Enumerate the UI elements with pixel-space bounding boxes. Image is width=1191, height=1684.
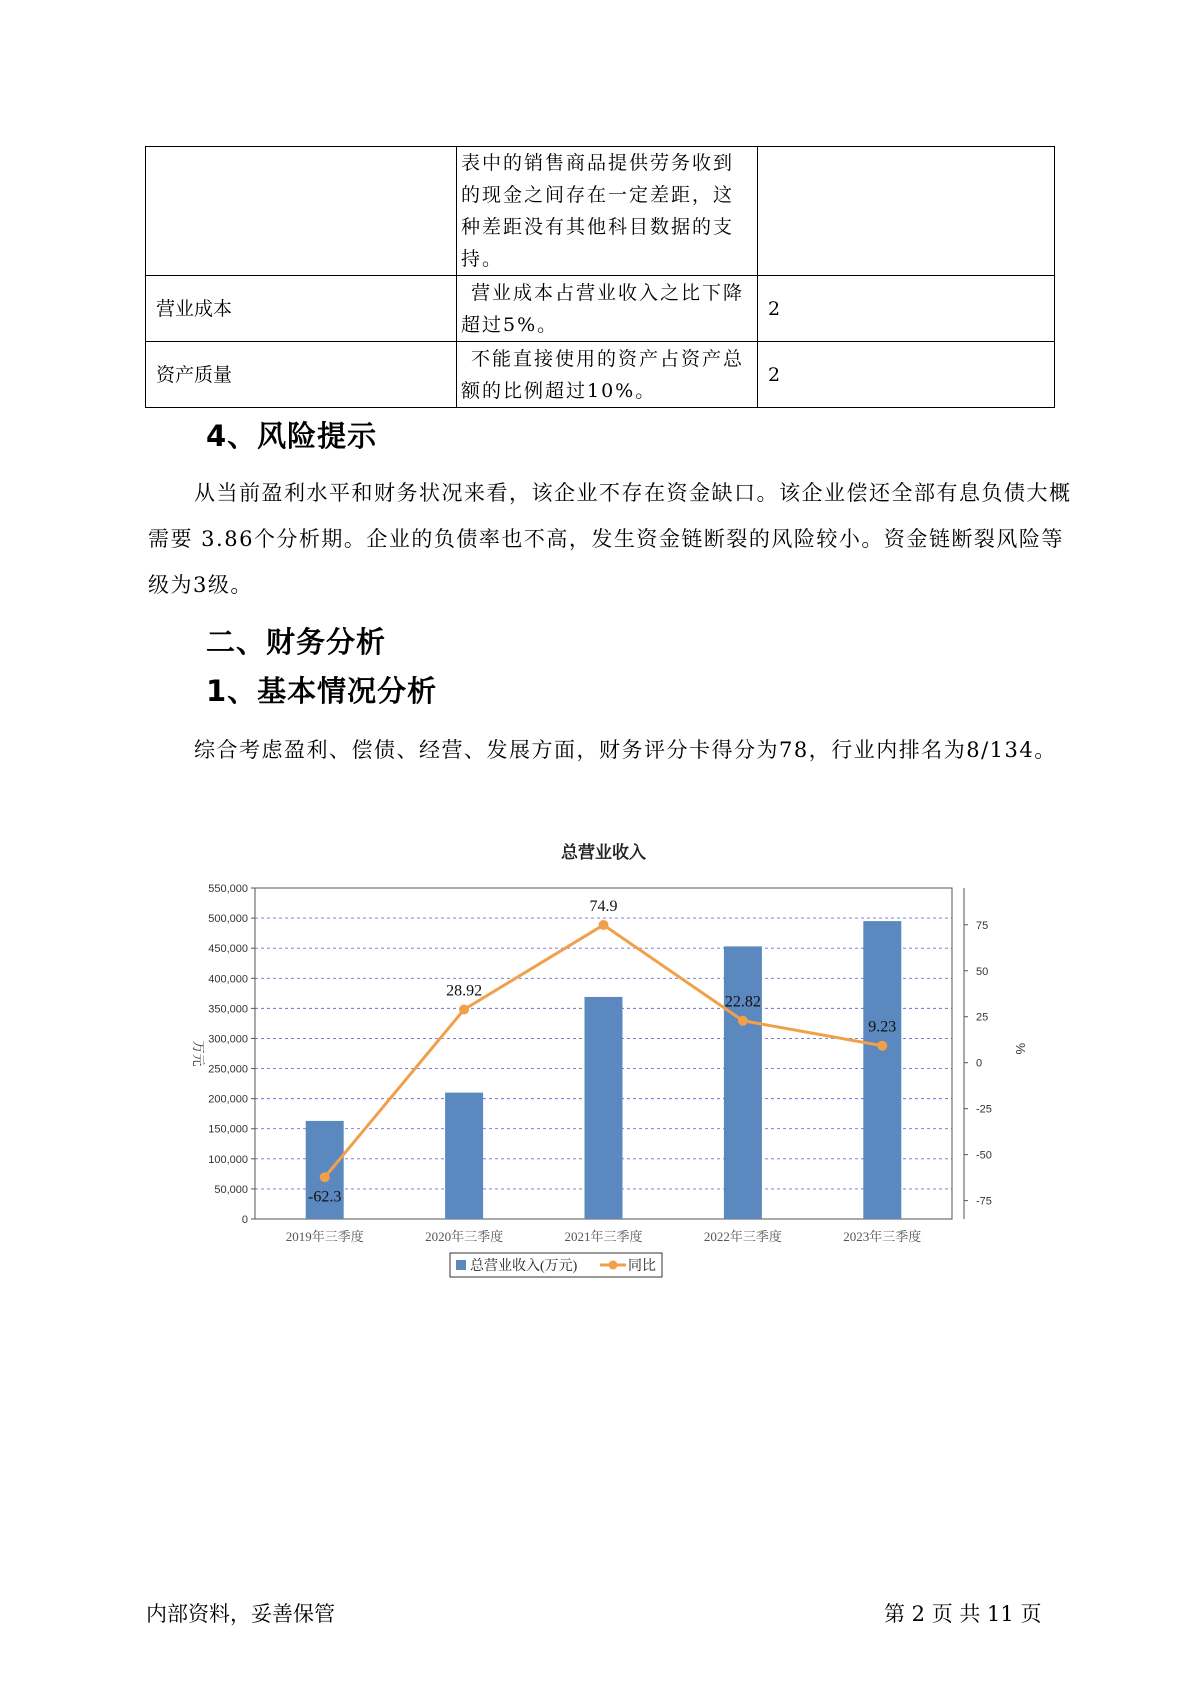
table-cell-score bbox=[758, 147, 1055, 276]
table-cell-score: 2 bbox=[758, 342, 1055, 408]
y-left-tick-label: 100,000 bbox=[208, 1153, 248, 1166]
table-row bbox=[146, 147, 1055, 276]
yoy-point bbox=[459, 1005, 469, 1015]
table-cell-description-text: 营业成本占营业收入之比下降超过5%。 bbox=[461, 281, 745, 336]
yoy-data-label: 22.82 bbox=[724, 993, 761, 1011]
bar bbox=[863, 921, 901, 1219]
x-tick-label: 2023年三季度 bbox=[843, 1229, 922, 1244]
table-cell-item: 资产质量 bbox=[146, 342, 457, 408]
table-row bbox=[146, 342, 1055, 408]
x-tick-label: 2022年三季度 bbox=[703, 1229, 782, 1244]
y-left-tick-label: 300,000 bbox=[208, 1033, 248, 1046]
yoy-data-label: 74.9 bbox=[589, 897, 618, 915]
y-right-tick-label: 50 bbox=[976, 965, 989, 978]
y-left-tick-label: 400,000 bbox=[208, 973, 248, 986]
table-cell-item: 营业成本 bbox=[146, 276, 457, 342]
y-left-tick-label: 50,000 bbox=[214, 1183, 248, 1196]
risk-heading: 4、风险提示 bbox=[206, 419, 378, 453]
y-left-axis-label: 万元 bbox=[191, 1040, 206, 1067]
y-left-tick-label: 500,000 bbox=[208, 913, 248, 926]
table-cell-item bbox=[146, 147, 457, 276]
table-row bbox=[146, 276, 1055, 342]
table-cell-description: 表中的销售商品提供劳务收到的现金之间存在一定差距，这种差距没有其他科目数据的支持。 bbox=[457, 147, 758, 276]
yoy-data-label: 9.23 bbox=[868, 1018, 897, 1036]
y-left-tick-label: 150,000 bbox=[208, 1123, 248, 1136]
yoy-point bbox=[320, 1172, 330, 1182]
table-cell-description-text: 不能直接使用的资产占资产总额的比例超过10%。 bbox=[461, 347, 745, 402]
risk-paragraph-text: 从当前盈利水平和财务状况来看，该企业不存在资金缺口。该企业偿还全部有息负债大概需要 3.86个分析期。企业的负债率也不高，发生资金链断裂的风险较小。资金链断裂风险等级为3级。 bbox=[148, 481, 1072, 597]
y-right-tick-label: 0 bbox=[976, 1057, 983, 1070]
basic-analysis-paragraph-text: 综合考虑盈利、偿债、经营、发展方面，财务评分卡得分为78，行业内排名为8/134。 bbox=[194, 738, 1057, 762]
legend-line-marker bbox=[609, 1261, 618, 1270]
y-left-tick-label: 450,000 bbox=[208, 943, 248, 956]
y-right-tick-label: -75 bbox=[976, 1195, 992, 1208]
revenue-chart-svg bbox=[180, 838, 1028, 1298]
yoy-data-label: -62.3 bbox=[308, 1188, 342, 1206]
y-right-tick-label: -50 bbox=[976, 1149, 992, 1162]
yoy-point bbox=[599, 920, 609, 930]
y-right-tick-label: 75 bbox=[976, 919, 989, 932]
footer-left: 内部资料，妥善保管 bbox=[146, 1602, 335, 1626]
footer-page-number: 第 2 页 共 11 页 bbox=[884, 1602, 1042, 1626]
y-right-axis-label: % bbox=[1013, 1042, 1028, 1055]
revenue-chart bbox=[180, 838, 1028, 1298]
legend-line-label: 同比 bbox=[628, 1259, 656, 1274]
risk-paragraph bbox=[148, 470, 1078, 608]
y-left-tick-label: 250,000 bbox=[208, 1063, 248, 1076]
y-left-tick-label: 200,000 bbox=[208, 1093, 248, 1106]
bar bbox=[585, 997, 623, 1219]
yoy-point bbox=[738, 1016, 748, 1026]
x-tick-label: 2019年三季度 bbox=[285, 1229, 364, 1244]
legend-bar-swatch bbox=[456, 1260, 466, 1270]
table-cell-description bbox=[457, 342, 758, 408]
x-tick-label: 2020年三季度 bbox=[425, 1229, 504, 1244]
finance-heading: 二、财务分析 bbox=[206, 625, 387, 659]
yoy-point bbox=[877, 1041, 887, 1051]
basic-analysis-heading: 1、基本情况分析 bbox=[206, 674, 438, 708]
risk-table bbox=[145, 146, 1055, 408]
bar bbox=[445, 1093, 483, 1219]
chart-title: 总营业收入 bbox=[561, 843, 646, 862]
table-cell-description bbox=[457, 276, 758, 342]
y-right-tick-label: -25 bbox=[976, 1103, 992, 1116]
legend-bar-label: 总营业收入(万元) bbox=[470, 1259, 578, 1274]
x-tick-label: 2021年三季度 bbox=[564, 1229, 643, 1244]
yoy-data-label: 28.92 bbox=[446, 982, 483, 1000]
y-right-tick-label: 25 bbox=[976, 1011, 989, 1024]
y-left-tick-label: 0 bbox=[241, 1214, 248, 1226]
y-left-tick-label: 550,000 bbox=[208, 883, 248, 895]
bar bbox=[724, 946, 762, 1219]
basic-analysis-paragraph bbox=[148, 727, 1078, 773]
y-left-tick-label: 350,000 bbox=[208, 1003, 248, 1016]
table-cell-score: 2 bbox=[758, 276, 1055, 342]
